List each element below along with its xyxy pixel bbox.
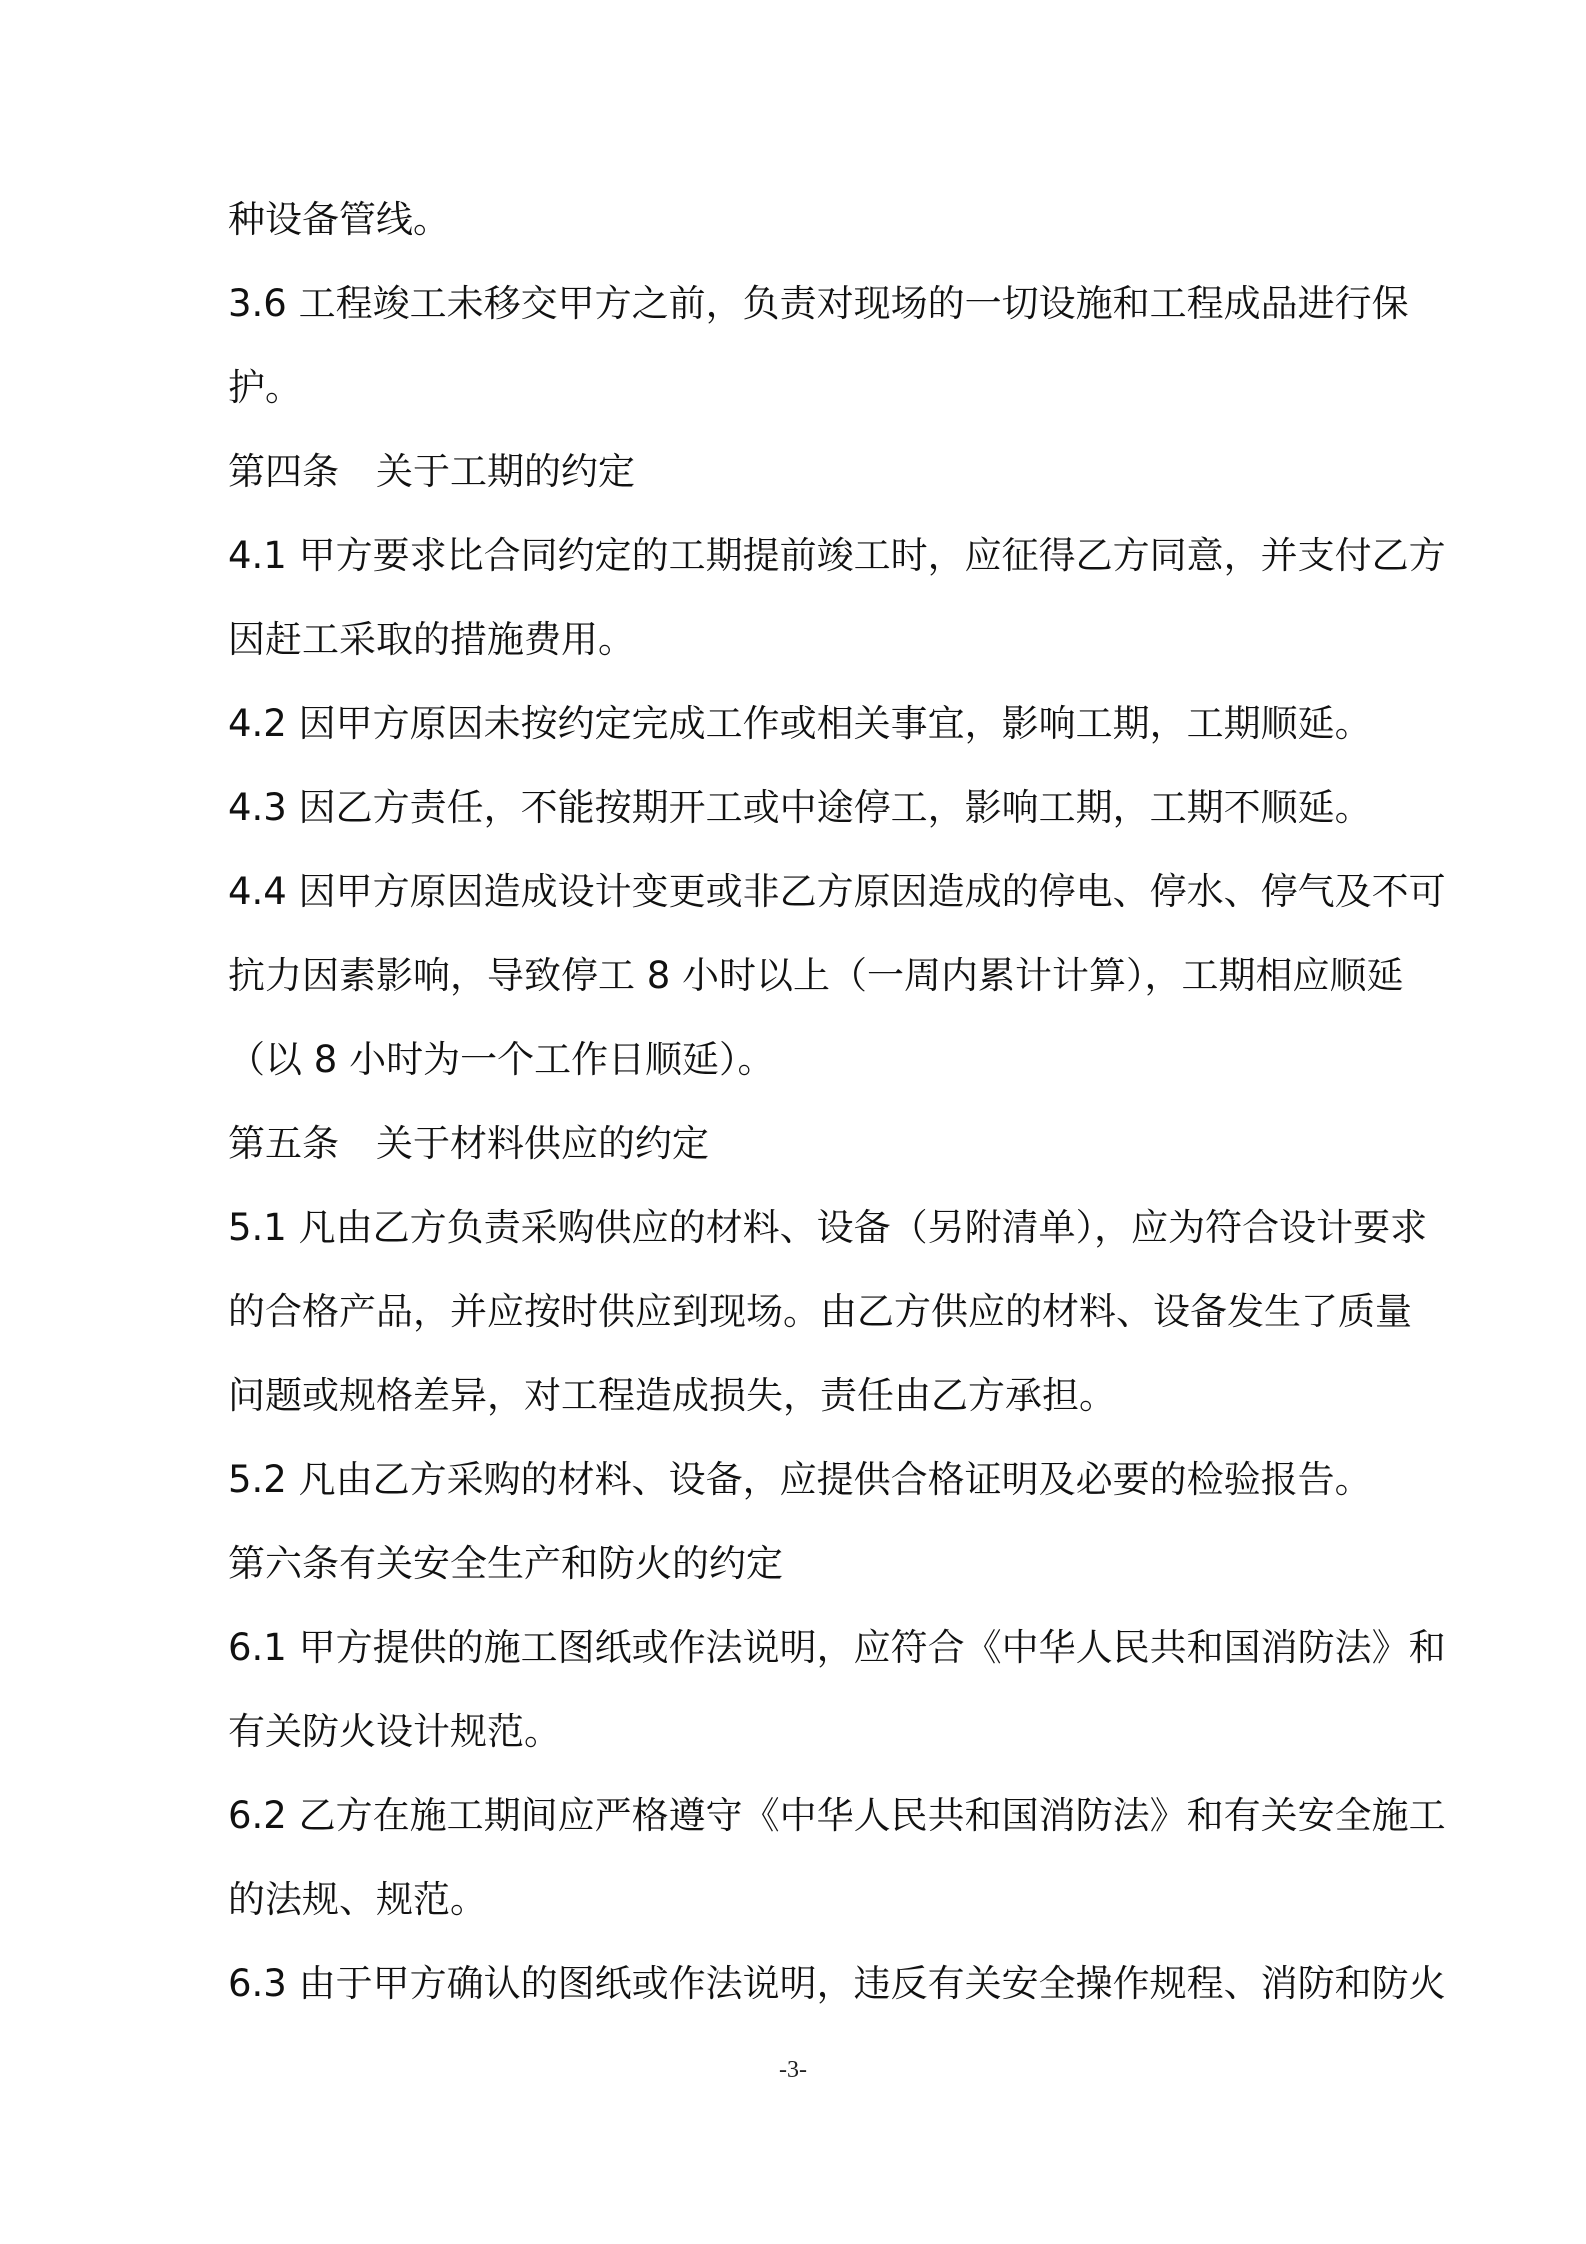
text-line: 有关防火设计规范。 bbox=[228, 1710, 561, 1753]
section-heading: 第六条有关安全生产和防火的约定 bbox=[228, 1542, 783, 1585]
text-line: 6.1 甲方提供的施工图纸或作法说明，应符合《中华人民共和国消防法》和 bbox=[228, 1626, 1446, 1669]
text-line: 的法规、规范。 bbox=[228, 1878, 487, 1921]
text-line: 4.2 因甲方原因未按约定完成工作或相关事宜，影响工期，工期顺延。 bbox=[228, 702, 1372, 745]
text-line: 6.3 由于甲方确认的图纸或作法说明，违反有关安全操作规程、消防和防火 bbox=[228, 1962, 1446, 2005]
text-line: 问题或规格差异，对工程造成损失，责任由乙方承担。 bbox=[228, 1374, 1116, 1417]
text-line: 5.2 凡由乙方采购的材料、设备，应提供合格证明及必要的检验报告。 bbox=[228, 1458, 1372, 1501]
text-line: 5.1 凡由乙方负责采购供应的材料、设备（另附清单），应为符合设计要求 bbox=[228, 1206, 1428, 1249]
text-line: 的合格产品，并应按时供应到现场。由乙方供应的材料、设备发生了质量 bbox=[228, 1290, 1412, 1333]
text-line: 4.4 因甲方原因造成设计变更或非乙方原因造成的停电、停水、停气及不可 bbox=[228, 870, 1446, 913]
text-line: 种设备管线。 bbox=[228, 198, 450, 241]
text-line: （以 8 小时为一个工作日顺延）。 bbox=[228, 1038, 775, 1081]
text-line: 6.2 乙方在施工期间应严格遵守《中华人民共和国消防法》和有关安全施工 bbox=[228, 1794, 1446, 1837]
text-line: 抗力因素影响，导致停工 8 小时以上（一周内累计计算），工期相应顺延 bbox=[228, 954, 1404, 997]
text-line: 护。 bbox=[228, 366, 302, 409]
text-line: 3.6 工程竣工未移交甲方之前，负责对现场的一切设施和工程成品进行保 bbox=[228, 282, 1409, 325]
section-heading: 第五条 关于材料供应的约定 bbox=[228, 1122, 709, 1165]
section-heading: 第四条 关于工期的约定 bbox=[228, 450, 635, 493]
text-line: 因赶工采取的措施费用。 bbox=[228, 618, 635, 661]
page-number: -3- bbox=[779, 2057, 807, 2083]
text-line: 4.3 因乙方责任，不能按期开工或中途停工，影响工期，工期不顺延。 bbox=[228, 786, 1372, 829]
text-line: 4.1 甲方要求比合同约定的工期提前竣工时，应征得乙方同意，并支付乙方 bbox=[228, 534, 1446, 577]
